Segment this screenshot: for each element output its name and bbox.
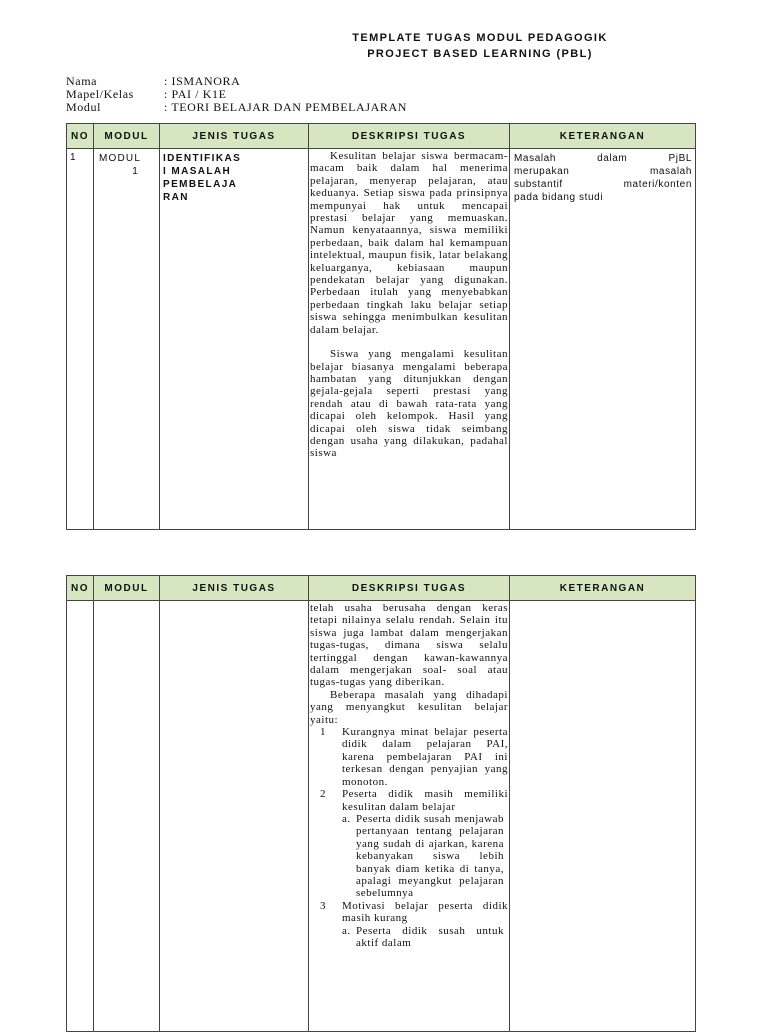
problem-list: [310, 726, 508, 949]
modul-text: MODUL: [99, 153, 142, 164]
table-row: [67, 601, 696, 1032]
deskripsi-paragraph: Kesulitan belajar siswa bermacam- macam baik dalam hal menerima pelajaran, menyerap pelajaran, atau keduanya. Setiap siswa pada prinsipnya mempunyai hak untuk mencapai prestasi belajar yang memuaskan. Namun kenyataannya, siswa memiliki perbedaan, baik dalam hal kemampuan intelektual, maupun fisik, latar belakang keluarganya, kebiasaan maupun pendekatan belajar yang digunakan. Perbedaan itulah yang menyebabkan perbedaan tingkah laku belajar setiap siswa sehingga menimbulkan kesulitan dalam belajar.: [310, 150, 508, 336]
list-text: Peserta didik susah menjawab pertanyaan tentang pelajaran yang sudah di ajarkan, karena kebanyakan siswa lebih banyak diam ketika di tanya, apalagi meyangkut pelajaran sebelumnya: [356, 812, 504, 900]
col-header-no: NO: [67, 124, 94, 149]
list-item: [310, 900, 508, 925]
jenis-line: IDENTIFIKAS: [163, 153, 242, 164]
row-deskripsi: [309, 149, 509, 460]
deskripsi-paragraph: Beberapa masalah yang dihadapi yang menyangkut kesulitan belajar yaitu:: [310, 688, 508, 726]
deskripsi-paragraph: Siswa yang mengalami kesulitan belajar biasanya mengalami beberapa hambatan yang ditunjukkan dengan gejala-gejala seperti prestasi yang rendah atau di bawah rata-rata yang dicapai oleh kelompok. Hasil yang dicapai oleh siswa tidak seimbang dengan usaha yang dilakukan, padahal siswa: [310, 348, 508, 460]
col-header-deskripsi: DESKRIPSI TUGAS: [309, 124, 510, 149]
document-title: TEMPLATE TUGAS MODUL PEDAGOGIK: [352, 32, 608, 44]
keterangan-line: substantif materi/konten: [514, 179, 692, 190]
meta-modul: [66, 101, 407, 113]
modul-number: 1: [132, 166, 139, 177]
col-header-no: NO: [67, 576, 94, 601]
deskripsi-paragraph: telah usaha berusaha dengan keras tetapi nilainya selalu rendah. Selain itu siswa juga lambat dalam mengerjakan tugas-tugas, dimana siswa selalu tertinggal dengan kawan-kawannya dalam mengerjakan soal- soal atau tugas-tugas yang diberikan.: [310, 602, 508, 689]
col-header-modul: MODUL: [94, 124, 160, 149]
row-deskripsi: [309, 601, 509, 949]
nama-label: Nama: [66, 74, 98, 88]
kelas-value: : PAI / K1E: [164, 87, 227, 101]
table-header: [67, 576, 696, 601]
row-no: 1: [70, 152, 76, 163]
document-subtitle: PROJECT BASED LEARNING (PBL): [367, 48, 593, 60]
nama-value: : ISMANORA: [164, 74, 241, 88]
kelas-label: Mapel/Kelas: [66, 87, 134, 101]
col-header-deskripsi: DESKRIPSI TUGAS: [309, 576, 510, 601]
list-number: 1: [320, 726, 326, 739]
keterangan-line: pada bidang studi: [514, 192, 604, 203]
jenis-line: PEMBELAJA: [163, 179, 238, 190]
list-number: 2: [320, 788, 326, 801]
col-header-keterangan: KETERANGAN: [510, 576, 696, 601]
modul-label: Modul: [66, 100, 102, 114]
modul-value: : TEORI BELAJAR DAN PEMBELAJARAN: [164, 100, 407, 114]
list-number: 3: [320, 899, 326, 912]
task-table-1: [66, 123, 696, 530]
col-header-jenis: JENIS TUGAS: [160, 124, 309, 149]
list-text: Peserta didik masih memiliki kesulitan dalam belajar: [342, 788, 508, 813]
jenis-line: I MASALAH: [163, 166, 232, 177]
list-text: Peserta didik susah untuk aktif dalam: [356, 924, 504, 949]
row-keterangan: [510, 149, 695, 204]
col-header-keterangan: KETERANGAN: [510, 124, 696, 149]
list-text: Kurangnya minat belajar peserta didik dalam pelajaran PAI, karena pembelajaran PAI ini terkesan dengan penyajian yang monoton.: [342, 726, 508, 788]
row-jenis-tugas: [160, 149, 308, 204]
jenis-line: RAN: [163, 192, 189, 203]
keterangan-line: merupakan masalah: [514, 166, 692, 177]
list-text: Motivasi belajar peserta didik masih kurang: [342, 899, 508, 925]
list-subitem: [310, 813, 508, 900]
col-header-modul: MODUL: [94, 576, 160, 601]
row-modul: [94, 149, 159, 178]
list-letter: a.: [342, 812, 351, 825]
list-letter: a.: [342, 924, 351, 937]
table-header: [67, 124, 696, 149]
meta-kelas: [66, 88, 227, 100]
list-item: [310, 788, 508, 813]
list-subitem: [310, 925, 508, 950]
task-table-2: [66, 575, 696, 1032]
keterangan-line: Masalah dalam PjBL: [514, 153, 692, 164]
table-row: [67, 149, 696, 530]
list-item: [310, 726, 508, 788]
meta-nama: [66, 75, 240, 87]
col-header-jenis: JENIS TUGAS: [160, 576, 309, 601]
